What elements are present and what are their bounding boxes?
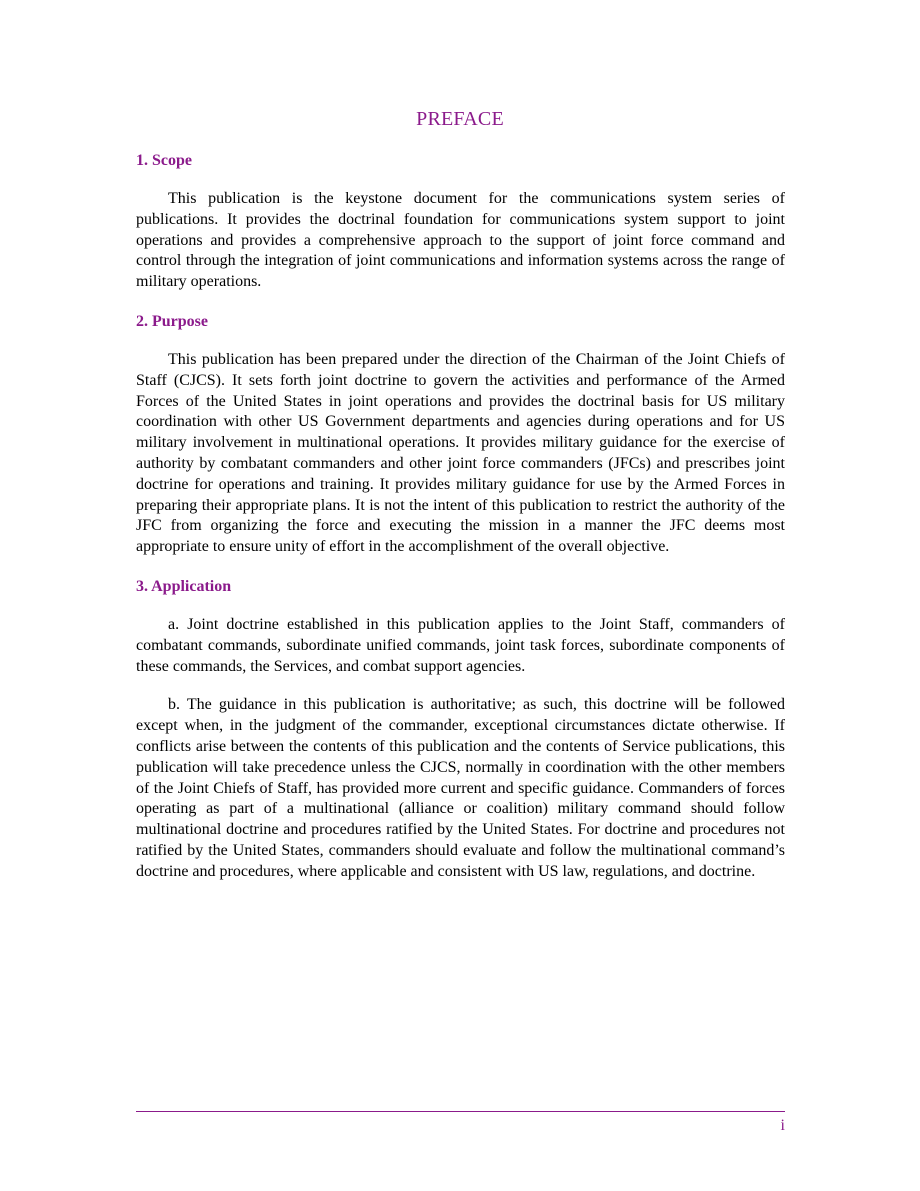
section-heading-application: 3. Application	[136, 577, 232, 595]
application-paragraph-b: b. The guidance in this publication is authoritative; as such, this doctrine will be followed except when, in the judgment of the commander, exceptional circumstances dictate otherwise. If conflicts arise between the contents of this publication and the contents of Service publications, this publication will take precedence unless the CJCS, normally in coordination with the other members of the Joint Chiefs of Staff, has provided more current and specific guidance. Commanders of forces operating as part of a multinational (alliance or coalition) military command should follow multinational doctrine and procedures ratified by the United States. For doctrine and procedures not ratified by the United States, commanders should evaluate and follow the multinational command’s doctrine and procedures, where applicable and consistent with US law, regulations, and doctrine.	[136, 696, 785, 880]
application-paragraph-a: a. Joint doctrine established in this publication applies to the Joint Staff, commanders of combatant commands, subordinate unified commands, joint task forces, subordinate components of these commands, the Services, and combat support agencies.	[136, 615, 785, 675]
document-body	[136, 150, 785, 883]
purpose-paragraph: This publication has been prepared under the direction of the Chairman of the Joint Chiefs of Staff (CJCS). It sets forth joint doctrine to govern the activities and performance of the Armed Forces of the United States in joint operations and provides the doctrinal basis for US military coordination with other US Government departments and agencies during operations and for US military involvement in multinational operations. It provides military guidance for the exercise of authority by combatant commanders and other joint force commanders (JFCs) and prescribes joint doctrine for operations and training. It provides military guidance for use by the Armed Forces in preparing their appropriate plans. It is not the intent of this publication to restrict the authority of the JFC from organizing the force and executing the mission in a manner the JFC deems most appropriate to ensure unity of effort in the accomplishment of the overall objective.	[136, 350, 785, 556]
section-heading-scope: 1. Scope	[136, 152, 192, 169]
footer-rule	[136, 1111, 785, 1112]
scope-paragraph: This publication is the keystone document for the communications system series of publications. It provides the doctrinal foundation for communications system support to joint operations and provides a comprehensive approach to the support of joint force command and control through the integration of joint communications and information systems across the range of military operations.	[136, 190, 785, 291]
section-heading-purpose: 2. Purpose	[136, 312, 208, 330]
page-title: PREFACE	[416, 108, 504, 130]
page-number: i	[780, 1117, 785, 1134]
